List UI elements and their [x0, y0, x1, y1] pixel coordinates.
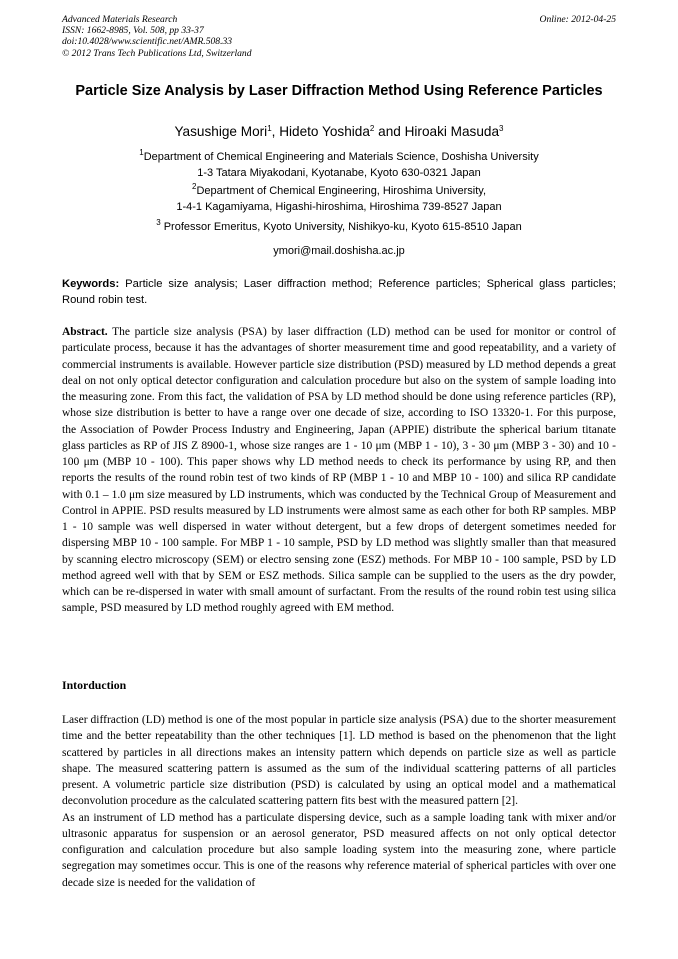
author-conjunction: and: [374, 124, 405, 139]
section-heading: Intorduction: [62, 678, 127, 692]
keywords-block: [62, 276, 616, 308]
affiliation-1: [62, 150, 616, 181]
affiliation-line: Department of Chemical Engineering and Materials Science, Doshisha University: [143, 151, 539, 163]
copyright-line: © 2012 Trans Tech Publications Ltd, Switzerland: [62, 47, 252, 59]
author-name: Yasushige Mori: [174, 124, 268, 139]
author-affiliation-mark: 3: [499, 124, 504, 133]
introduction-body: [62, 712, 616, 891]
abstract-text: The particle size analysis (PSA) by laser diffraction (LD) method can be used for monitor or control of particulate process, because it has the advantages of shorter measurement time and good repeatability, and a variety of commercial instruments is available. However particle size distribution (PSD) measured by LD method depends a great deal on not only optical detector configuration and calculation procedure but also on the system of sample loading into the measuring zone. From this fact, the validation of PSA by LD method should be done using reference particles (RP), whose size distribution is better to have a range over one decade of size, according to ISO 13320-1. For this purpose, the Association of Powder Process Industry and Engineering, Japan (APPIE) distribute the spherical barium titanate glass particles as RP of JIS Z 8900-1, whose size ranges are 1 - 10 μm (MBP 1 - 10), 3 - 30 μm (MBP 3 - 30) and 10 - 100 μm (MBP 10 - 100). This paper shows why LD method needs to check its performance by using RP, and then reports the results of the round robin test of two kinds of RP (MBP 1 - 10 and MBP 10 - 100) and silica RP candidate with 0.1 – 1.0 μm size measured by LD instruments, which was conducted by the Technical Group of Measurement and Control in APPIE. PSD results measured by LD instruments were almost same as each other for both RP samples. MBP 1 - 10 sample was well dispersed in water without detergent, but a few drops of detergent sometimes needed for dispersing MBP 10 - 100 sample. For MBP 1 - 10 sample, PSD by LD method was slightly smaller than that measured by scanning electro microscopy (SEM) or electro sensing zone (ESZ) methods. For MBP 10 - 100 sample, PSD by LD method agreed well with that by SEM or ESZ methods. Silica sample can be supplied to the users as the dry powder, which can be re-dispersed in water with small amount of surfactant. From the results of the round robin test using silica sample, PSD measured by LD method roughly agreed with EM method.: [62, 326, 616, 615]
intro-paragraph: Laser diffraction (LD) method is one of the most popular in particle size analysis (PSA) due to the shorter measurement time and the better repeatability than the other techniques [1]. LD method is based on the phenomenon that the light scattered by particles in all directions makes an intensity pattern which depends on particle size as well as particle shape. The measured scattering pattern is assumed as the sum of the individual scattering patterns of all particles present. A volumetric particle size distribution (PSD) is calculated by using an optical model and a mathematical deconvolution procedure as the calculated scattering pattern fits best with the measured pattern [2].: [62, 714, 616, 808]
affiliation-2: [62, 184, 616, 215]
affiliation-address: 1-4-1 Kagamiyama, Higashi-hiroshima, Hiroshima 739-8527 Japan: [176, 200, 502, 213]
intro-paragraph: As an instrument of LD method has a particulate dispersing device, such as a sample loading tank with mixer and/or ultrasonic apparatus for suspension or an aerosol generator, PSD measured affects on not only optical detector configuration and calculation procedure but also sample loading system into the measuring zone, where particle segregation may sometimes occur. This is one of the reasons why reference material of spherical particles with over one decade size is needed for the validation of: [62, 811, 616, 889]
abstract-label: Abstract.: [62, 326, 108, 338]
online-date: Online: 2012-04-25: [539, 14, 616, 25]
affiliation-mark: 2: [191, 182, 197, 191]
author-name: Hideto Yoshida: [279, 124, 370, 139]
affiliation-line: Professor Emeritus, Kyoto University, Nishikyo-ku, Kyoto 615-8510 Japan: [163, 221, 522, 233]
affiliation-3: [62, 220, 616, 236]
author-name: Hiroaki Masuda: [404, 124, 500, 139]
affiliation-line: Department of Chemical Engineering, Hiroshima University,: [196, 185, 487, 197]
contact-email[interactable]: ymori@mail.doshisha.ac.jp: [273, 245, 405, 257]
affiliation-mark: 3: [156, 218, 161, 227]
paper-title: Particle Size Analysis by Laser Diffraction Method Using Reference Particles: [75, 83, 603, 99]
author-list: [62, 123, 616, 140]
affiliation-mark: 1: [139, 148, 144, 157]
author-affiliation-mark: 2: [369, 124, 375, 133]
abstract-block: [62, 324, 616, 617]
journal-header: [62, 14, 616, 59]
affiliation-address: 1-3 Tatara Miyakodani, Kyotanabe, Kyoto 630-0321 Japan: [197, 166, 481, 179]
journal-name: Advanced Materials Research: [62, 14, 178, 25]
author-affiliation-mark: 1: [267, 124, 272, 133]
doi-line: doi:10.4028/www.scientific.net/AMR.508.33: [62, 36, 233, 48]
keywords-label: Keywords:: [62, 278, 120, 290]
issn-line: ISSN: 1662-8985, Vol. 508, pp 33-37: [62, 25, 204, 37]
keywords-text: Particle size analysis; Laser diffraction method; Reference particles; Spherical glass particles; Round robin test.: [62, 278, 616, 306]
author-separator: ,: [271, 124, 280, 139]
